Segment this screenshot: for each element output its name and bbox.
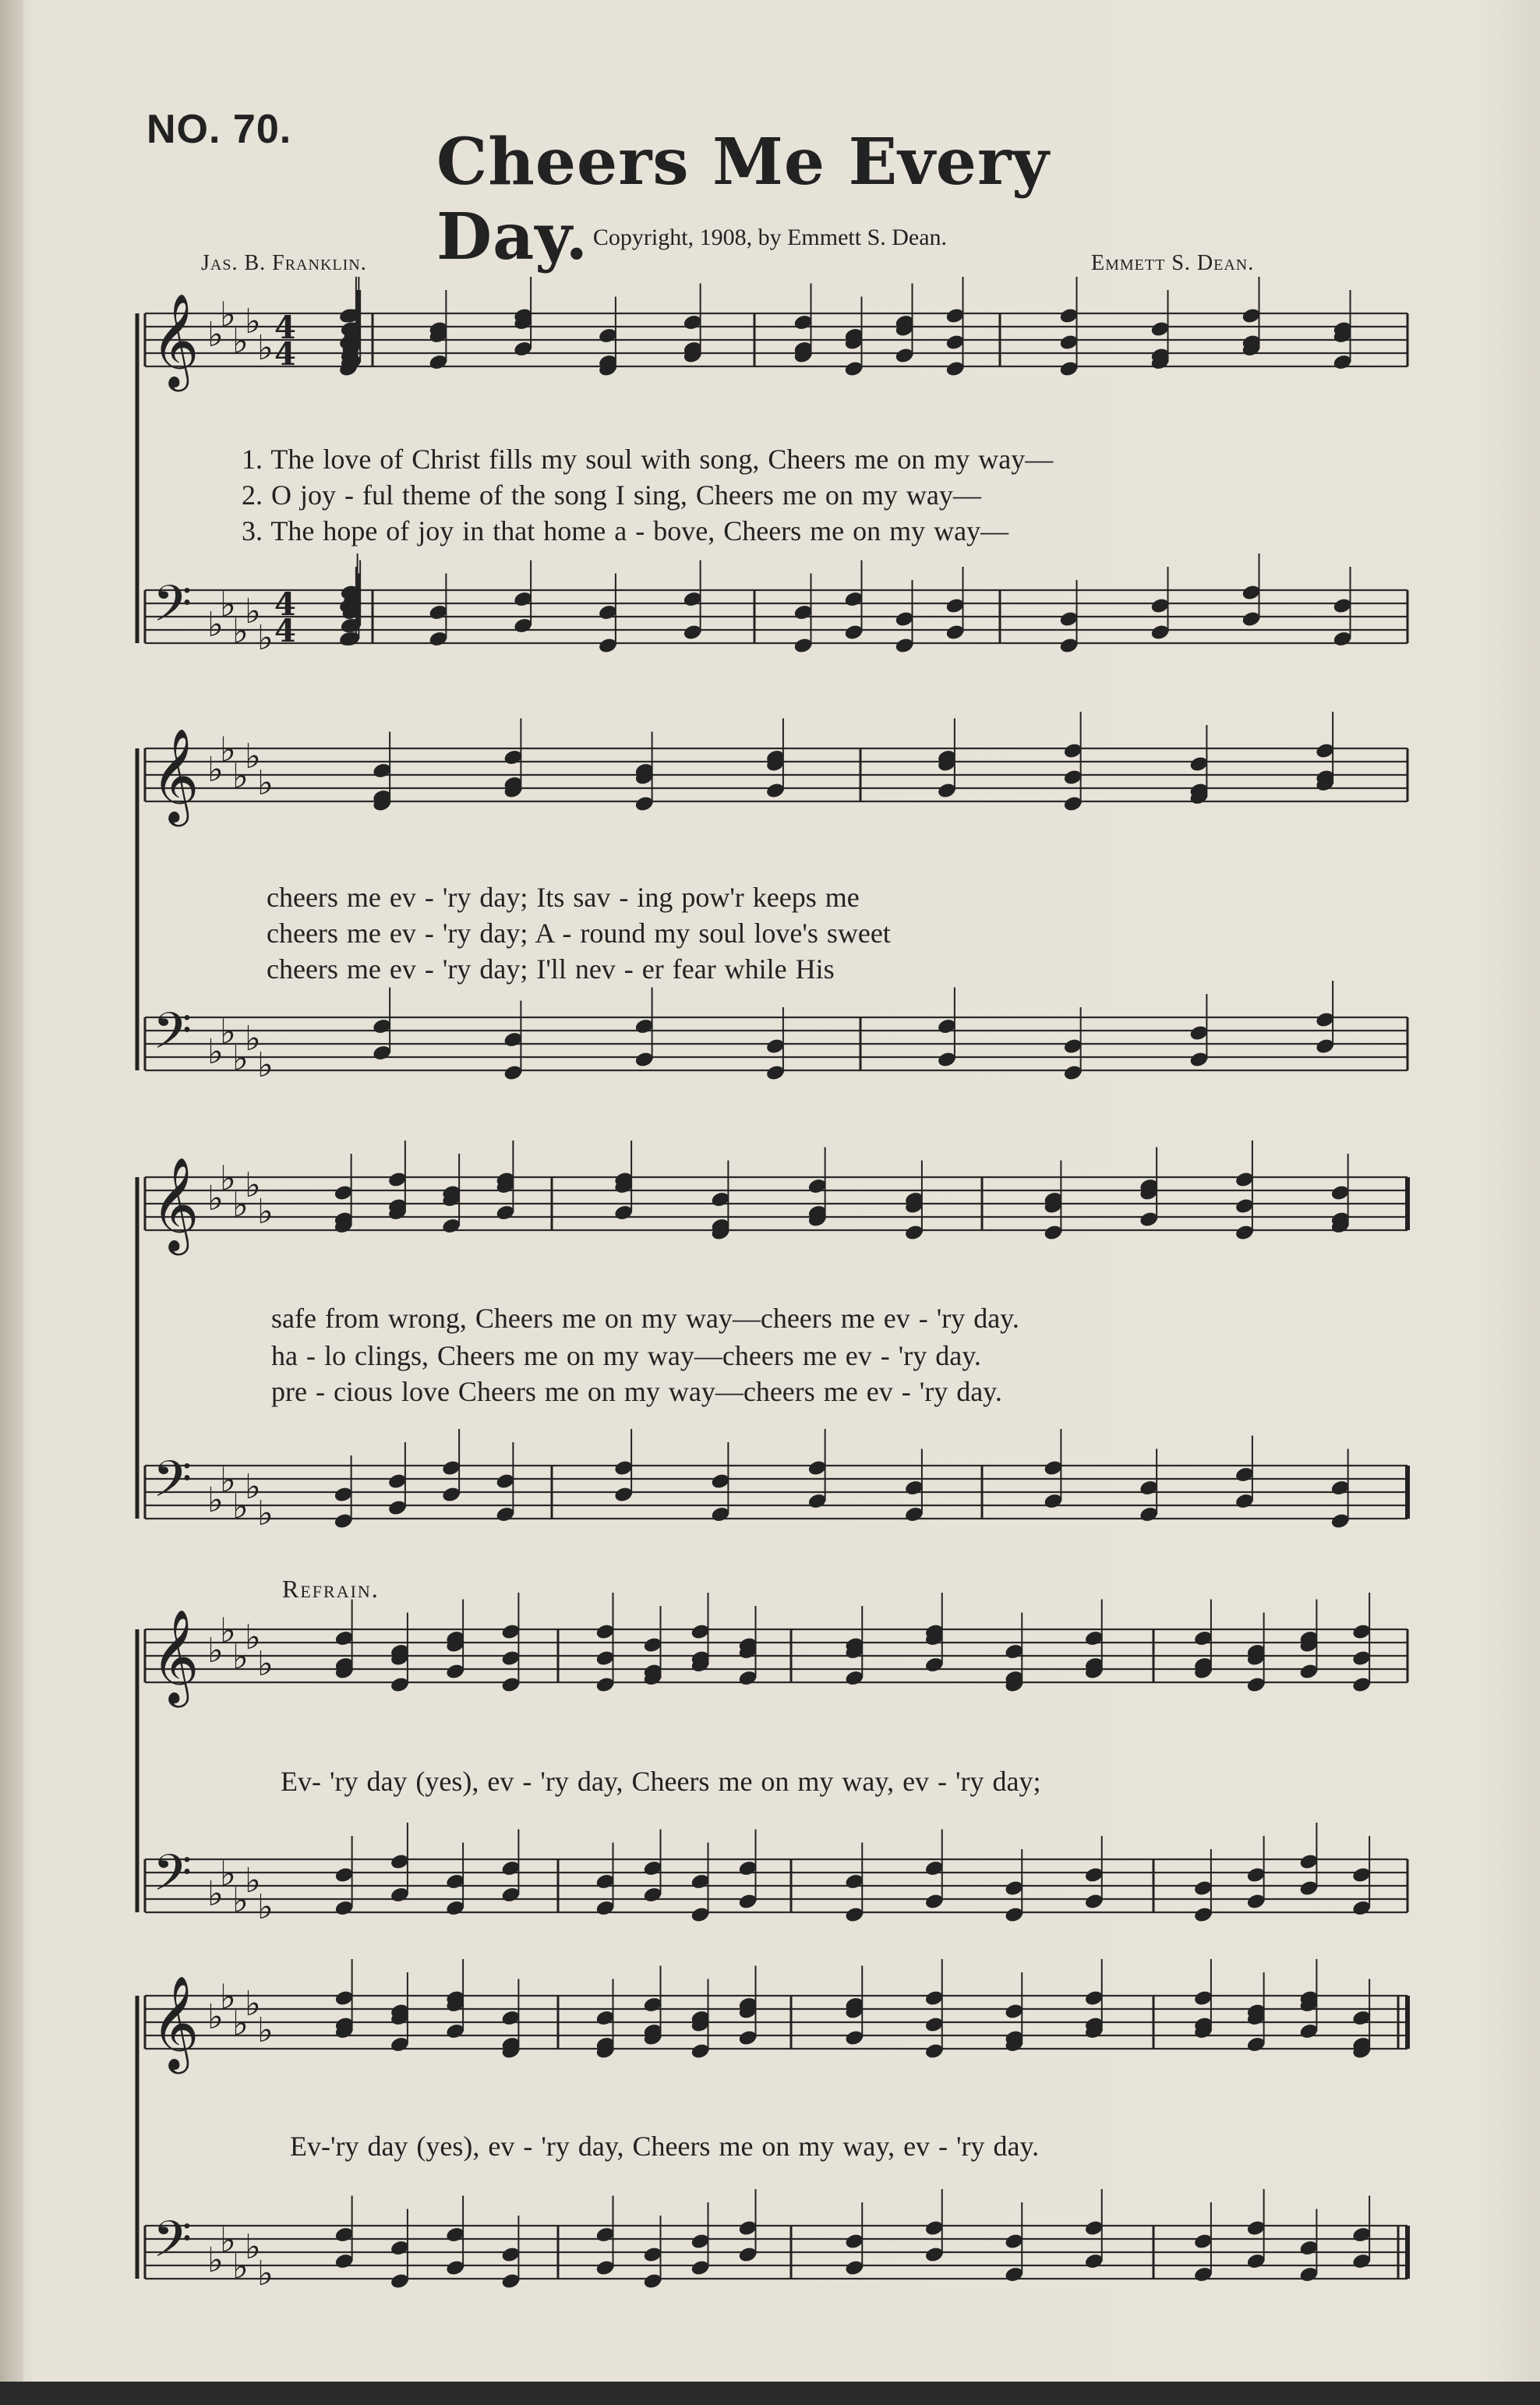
- flat-sign: ♭: [220, 295, 236, 335]
- flat-sign: ♭: [207, 605, 224, 645]
- verse-2-line-3: ha - lo clings, Cheers me on my way—cheers me ev - 'ry day.: [271, 1340, 981, 1371]
- flat-sign: ♭: [232, 1185, 249, 1225]
- refrain-label: Refrain.: [282, 1575, 380, 1603]
- flat-sign: ♭: [220, 1158, 236, 1199]
- copyright-notice: Copyright, 1908, by Emmett S. Dean.: [592, 225, 948, 250]
- flat-sign: ♭: [232, 321, 249, 362]
- hymn-title: Cheers Me Every Day.: [436, 125, 1050, 274]
- flat-sign: ♭: [245, 737, 261, 776]
- composer-credit: Emmett S. Dean.: [1091, 251, 1255, 275]
- bass-clef: 𝄢: [153, 1844, 192, 1915]
- time-signature: 4: [274, 586, 296, 623]
- flat-sign: ♭: [245, 1984, 261, 2024]
- flat-sign: ♭: [245, 2227, 261, 2267]
- time-signature: 4: [274, 613, 296, 649]
- flat-sign: ♭: [220, 1460, 236, 1501]
- flat-sign: ♭: [232, 1038, 249, 1079]
- flat-sign: ♭: [207, 1032, 224, 1072]
- bass-clef: 𝄢: [153, 1451, 192, 1521]
- flat-sign: ♭: [207, 1631, 224, 1671]
- flat-sign: ♭: [220, 1977, 236, 2018]
- flat-sign: ♭: [207, 1179, 224, 1218]
- time-signature: 4: [274, 336, 296, 373]
- flat-sign: ♭: [257, 2011, 274, 2050]
- treble-clef: 𝄞: [151, 1608, 200, 1703]
- flat-sign: ♭: [245, 1019, 261, 1059]
- verse-2-line-1: 2. O joy - ful theme of the song I sing, Cheers me on my way—: [242, 479, 981, 511]
- flat-sign: ♭: [232, 1487, 249, 1527]
- flat-sign: ♭: [245, 1165, 261, 1205]
- flat-sign: ♭: [220, 730, 236, 770]
- bass-clef: 𝄢: [153, 575, 192, 645]
- flat-sign: ♭: [257, 1494, 274, 1533]
- flat-sign: ♭: [220, 585, 236, 625]
- verse-3-line-1: 3. The hope of joy in that home a - bove, Cheers me on my way—: [242, 515, 1009, 546]
- flat-sign: ♭: [257, 1045, 274, 1085]
- flat-sign: ♭: [232, 756, 249, 797]
- treble-clef: 𝄞: [151, 1975, 200, 2070]
- hymn-number: NO. 70.: [147, 107, 292, 152]
- refrain-line-1: Ev- 'ry day (yes), ev - 'ry day, Cheers me on my way, ev - 'ry day;: [281, 1766, 1041, 1797]
- verse-3-line-2: cheers me ev - 'ry day; I'll nev - er fear while His: [267, 953, 835, 985]
- flat-sign: ♭: [257, 328, 274, 368]
- flat-sign: ♭: [257, 1644, 274, 1684]
- flat-sign: ♭: [220, 1012, 236, 1052]
- verse-1-line-3: safe from wrong, Cheers me on my way—cheers me ev - 'ry day.: [271, 1303, 1019, 1334]
- flat-sign: ♭: [220, 2220, 236, 2261]
- flat-sign: ♭: [245, 592, 261, 631]
- treble-clef: 𝄞: [151, 727, 200, 822]
- verse-1-line-1: 1. The love of Christ fills my soul with song, Cheers me on my way—: [242, 444, 1054, 475]
- verse-3-line-3: pre - cious love Cheers me on my way—cheers me ev - 'ry day.: [271, 1376, 1002, 1407]
- verse-2-line-2: cheers me ev - 'ry day; A - round my soul love's sweet: [267, 918, 891, 949]
- flat-sign: ♭: [245, 1467, 261, 1507]
- flat-sign: ♭: [220, 1854, 236, 1894]
- flat-sign: ♭: [220, 1611, 236, 1651]
- page-bottom-edge: [0, 2382, 1540, 2405]
- bass-clef: 𝄢: [153, 2211, 192, 2281]
- flat-sign: ♭: [257, 1887, 274, 1927]
- refrain-line-2: Ev-'ry day (yes), ev - 'ry day, Cheers me on my way, ev - 'ry day.: [290, 2131, 1040, 2162]
- flat-sign: ♭: [232, 1637, 249, 1678]
- time-signature: 4: [274, 309, 296, 346]
- flat-sign: ♭: [232, 2004, 249, 2044]
- flat-sign: ♭: [257, 763, 274, 803]
- flat-sign: ♭: [257, 618, 274, 658]
- flat-sign: ♭: [232, 1880, 249, 1921]
- flat-sign: ♭: [207, 1480, 224, 1520]
- flat-sign: ♭: [207, 1997, 224, 2037]
- flat-sign: ♭: [207, 315, 224, 355]
- verse-1-line-2: cheers me ev - 'ry day; Its sav - ing pow'r keeps me: [267, 882, 860, 913]
- treble-clef: 𝄞: [151, 292, 200, 387]
- flat-sign: ♭: [257, 1192, 274, 1232]
- flat-sign: ♭: [257, 2254, 274, 2294]
- flat-sign: ♭: [207, 1874, 224, 1914]
- flat-sign: ♭: [245, 1861, 261, 1901]
- flat-sign: ♭: [207, 2241, 224, 2280]
- flat-sign: ♭: [207, 750, 224, 790]
- lyricist-credit: Jas. B. Franklin.: [201, 251, 367, 275]
- flat-sign: ♭: [232, 2247, 249, 2287]
- flat-sign: ♭: [245, 302, 261, 341]
- flat-sign: ♭: [245, 1618, 261, 1657]
- bass-clef: 𝄢: [153, 1003, 192, 1073]
- treble-clef: 𝄞: [151, 1156, 200, 1251]
- flat-sign: ♭: [232, 611, 249, 652]
